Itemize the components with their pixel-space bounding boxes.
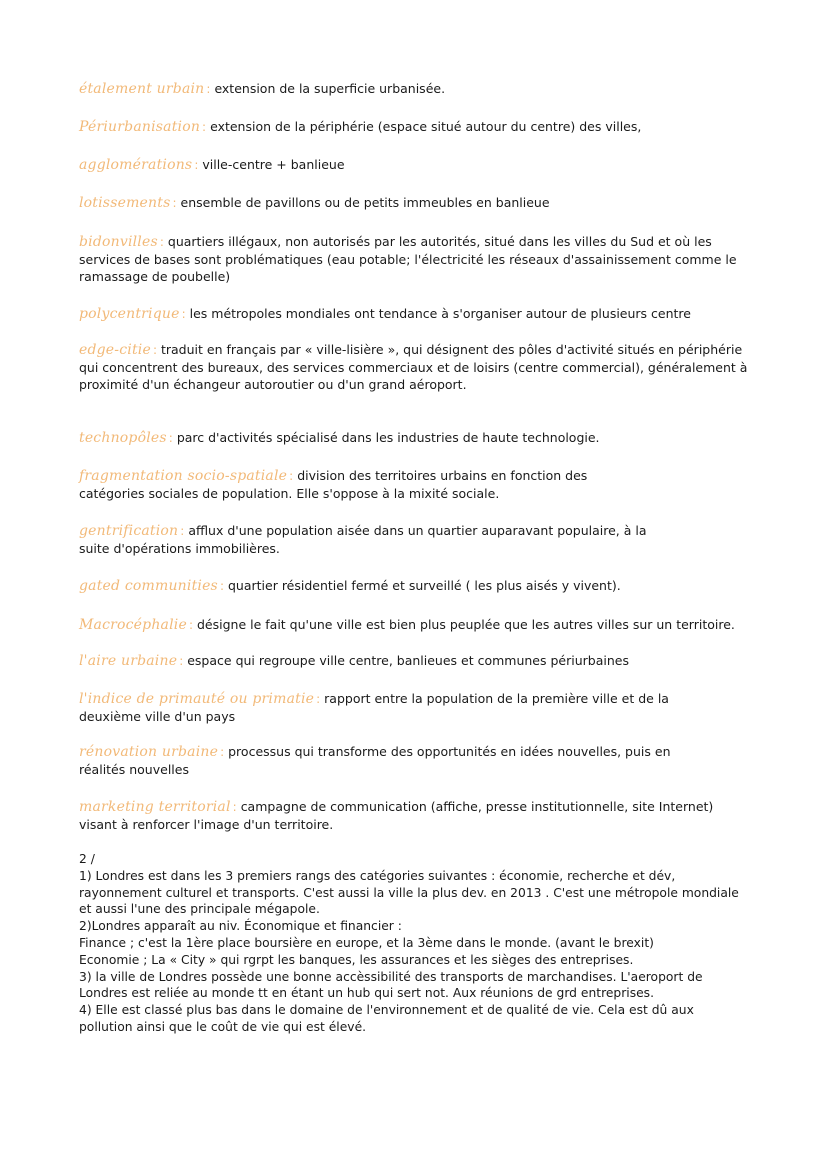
section-2 xyxy=(79,851,751,1036)
glossary-term: lotissements xyxy=(79,195,171,211)
glossary-entry xyxy=(79,690,719,725)
glossary-term: étalement urbain xyxy=(79,81,205,97)
term-separator: : xyxy=(219,579,224,593)
glossary-term: gated communities xyxy=(79,578,218,594)
answer-paragraph: Economie ; La « City » qui rgrpt les banques, les assurances et les sièges des entreprises. xyxy=(79,952,634,967)
term-separator: : xyxy=(188,618,193,632)
glossary-definition: afflux d'une population aisée dans un quartier auparavant populaire, à la suite d'opérations immobilières. xyxy=(79,523,647,556)
glossary-definition: espace qui regroupe ville centre, banlieues et communes périurbaines xyxy=(187,653,629,668)
glossary-entry xyxy=(79,341,749,393)
glossary-entry xyxy=(79,80,749,98)
glossary-term: bidonvilles xyxy=(79,234,158,250)
glossary-entry xyxy=(79,118,749,136)
term-separator: : xyxy=(194,158,199,172)
glossary-definition: ville-centre + banlieue xyxy=(202,157,345,172)
glossary-term: marketing territorial xyxy=(79,799,231,815)
term-separator: : xyxy=(220,745,225,759)
glossary-definition: extension de la superficie urbanisée. xyxy=(214,81,446,96)
term-separator: : xyxy=(168,431,173,445)
glossary-term: edge-citie xyxy=(79,342,151,358)
glossary-entry xyxy=(79,522,679,557)
term-separator: : xyxy=(152,343,157,357)
term-separator: : xyxy=(172,196,177,210)
term-separator: : xyxy=(206,82,211,96)
glossary-term: gentrification xyxy=(79,523,179,539)
term-separator: : xyxy=(289,469,294,483)
glossary-entry xyxy=(79,194,749,212)
glossary-term: technopôles xyxy=(79,430,167,446)
glossary-entry xyxy=(79,652,749,670)
glossary-entry xyxy=(79,743,719,778)
glossary-entry xyxy=(79,305,749,323)
glossary-definition: les métropoles mondiales ont tendance à s'organiser autour de plusieurs centre xyxy=(189,306,691,321)
answer-paragraph: 2)Londres apparaît au niv. Économique et financier : xyxy=(79,919,402,934)
term-separator: : xyxy=(159,235,164,249)
term-separator: : xyxy=(202,120,207,134)
term-separator: : xyxy=(181,307,186,321)
answer-paragraph: 4) Elle est classé plus bas dans le domaine de l'environnement et de qualité de vie. Cela est dû aux pollution ainsi que le coût de vie qui est élevé. xyxy=(79,1003,694,1034)
glossary-entry xyxy=(79,577,749,595)
glossary-definition: quartier résidentiel fermé et surveillé ( les plus aisés y vivent). xyxy=(227,578,621,593)
glossary-entry xyxy=(79,233,749,285)
glossary-definition: quartiers illégaux, non autorisés par les autorités, situé dans les villes du Sud et où les services de bases sont problématiques (eau potable; l'électricité les réseaux d'assainissement comme le ramassage de poubelle) xyxy=(79,234,737,284)
glossary-term: Périurbanisation xyxy=(79,119,201,135)
glossary-definition: extension de la périphérie (espace situé autour du centre) des villes, xyxy=(210,119,642,134)
glossary-term: rénovation urbaine xyxy=(79,744,219,760)
glossary-entry xyxy=(79,616,749,634)
term-separator: : xyxy=(232,800,237,814)
glossary-term: Macrocéphalie xyxy=(79,617,187,633)
glossary-entry xyxy=(79,429,749,447)
glossary-entry xyxy=(79,156,749,174)
glossary-entry xyxy=(79,798,749,833)
glossary-term: fragmentation socio-spatiale xyxy=(79,468,288,484)
section-heading: 2 / xyxy=(79,852,95,866)
answer-paragraph: 3) la ville de Londres possède une bonne accèssibilité des transports de marchandises. L'aeroport de Londres est reliée au monde tt en étant un hub qui sert not. Aux réunions de grd entreprises. xyxy=(79,969,703,1001)
glossary-term: agglomérations xyxy=(79,157,193,173)
glossary-definition: campagne de communication (affiche, presse institutionnelle, site Internet) visant à renforcer l'image d'un territoire. xyxy=(79,799,714,832)
term-separator: : xyxy=(180,524,185,538)
term-separator: : xyxy=(316,692,321,706)
glossary-term: polycentrique xyxy=(79,306,180,322)
answer-paragraph: 1) Londres est dans les 3 premiers rangs des catégories suivantes : économie, recherche et dév, rayonnement culturel et transports. C'est aussi la ville la plus dev. en 2013 . C'est une métropole mondiale et aussi l'une des principale mégapole. xyxy=(79,868,739,917)
glossary-definition: ensemble de pavillons ou de petits immeubles en banlieue xyxy=(180,195,550,210)
glossary-term: l'aire urbaine xyxy=(79,653,178,669)
glossary-definition: processus qui transforme des opportunités en idées nouvelles, puis en réalités nouvelles xyxy=(79,744,671,777)
glossary-definition: rapport entre la population de la première ville et de la deuxième ville d'un pays xyxy=(79,691,669,724)
glossary-entry xyxy=(79,467,639,502)
glossary-definition: désigne le fait qu'une ville est bien plus peuplée que les autres villes sur un territoire. xyxy=(196,617,735,632)
glossary-definition: parc d'activités spécialisé dans les industries de haute technologie. xyxy=(176,430,600,445)
glossary-definition: division des territoires urbains en fonction des catégories sociales de population. Elle s'oppose à la mixité sociale. xyxy=(79,468,588,501)
answer-paragraph: Finance ; c'est la 1ère place boursière en europe, et la 3ème dans le monde. (avant le brexit) xyxy=(79,935,654,950)
term-separator: : xyxy=(179,654,184,668)
glossary-term: l'indice de primauté ou primatie xyxy=(79,691,315,707)
glossary-definition: traduit en français par « ville-lisière », qui désignent des pôles d'activité situés en périphérie qui concentrent des bureaux, des services commerciaux et de loisirs (centre commercial), généralement à proximité d'un échangeur autoroutier ou d'un grand aéroport. xyxy=(79,342,748,392)
